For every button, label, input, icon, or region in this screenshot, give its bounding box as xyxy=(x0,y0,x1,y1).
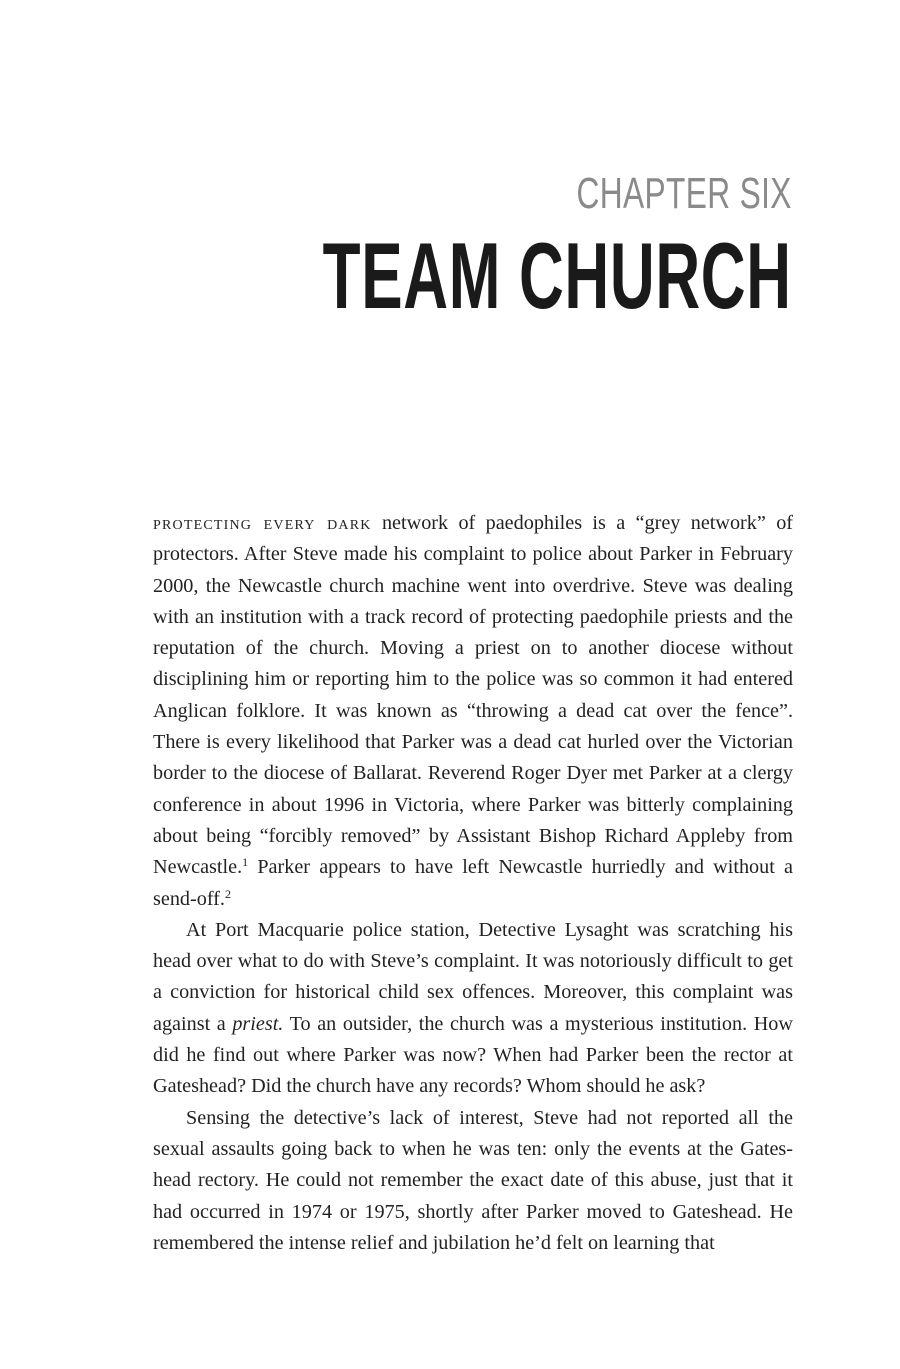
paragraph-3 xyxy=(153,1103,793,1259)
chapter-header xyxy=(81,168,792,326)
chapter-label: CHAPTER SIX xyxy=(576,169,792,218)
paragraph-1-text-b: Parker appears to have left Newcastle hurriedly and without a send-off. xyxy=(153,856,793,910)
chapter-title: TEAM CHURCH xyxy=(322,223,792,328)
opening-small-caps: protecting every dark xyxy=(153,512,372,534)
paragraph-1 xyxy=(153,508,793,915)
footnote-ref-2: 2 xyxy=(224,886,231,901)
paragraph-2-emphasis: priest. xyxy=(232,1012,284,1035)
chapter-body xyxy=(153,508,793,1259)
paragraph-2-text-a: At Port Macquarie police station, Detective Lysaght was scratching his head over what to do with Steve’s complaint. It was notoriously difficult to get a conviction for historical child sex offences. Moreover, this complaint was against a xyxy=(153,918,793,1035)
footnote-ref-1: 1 xyxy=(242,855,249,870)
paragraph-2-text-b: To an outsider, the church was a mysterious institution. How did he find out where Parker was now? When had Parker been the rector at Gateshead? Did the church have any records? Whom should he ask? xyxy=(153,1012,793,1098)
paragraph-2 xyxy=(153,915,793,1103)
paragraph-1-text-a: network of paedophiles is a “grey network” of protectors. After Steve made his complaint to police about Parker in February 2000, the Newcastle church machine went into overdrive. Steve was dealing with an institution with a track record of protecting paedophile priests and the reputation of the church. Moving a priest on to another diocese without disciplining him or reporting him to the police was so common it had entered Anglican folklore. It was known as “throwing a dead cat over the fence”. There is every likelihood that Parker was a dead cat hurled over the Victorian border to the diocese of Ballarat. Reverend Roger Dyer met Parker at a clergy conference in about 1996 in Victoria, where Parker was bitterly complaining about being “forcibly removed” by Assistant Bishop Richard Appleby from Newcastle. xyxy=(153,512,794,879)
paragraph-3-text: Sensing the detective’s lack of interest, Steve had not reported all the sexual assaults going back to when he was ten: only the events at the Gateshead rectory. He could not remember the exact date of this abuse, just that it had occurred in 1974 or 1975, shortly after Parker moved to Gateshead. He remembered the intense relief and jubilation he’d felt on learning that xyxy=(153,1106,793,1254)
